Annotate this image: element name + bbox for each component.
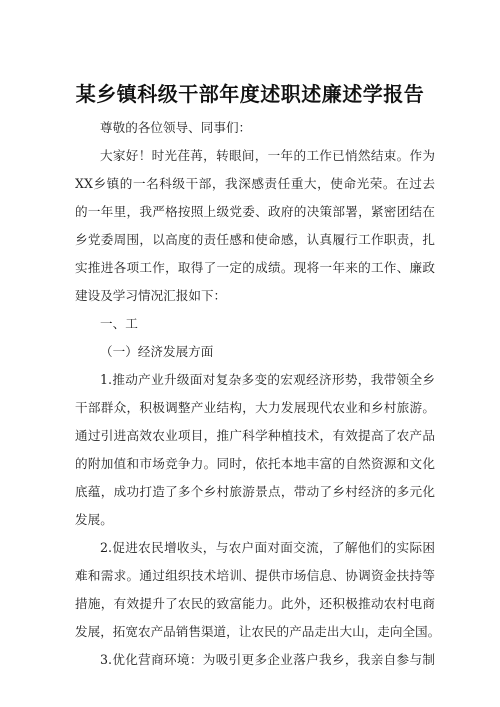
paragraph-line: 通过引进高效农业项目，推广科学种植技术，有效提高了农产品 — [75, 428, 435, 443]
paragraph-line: XX乡镇的一名科级干部，我深感责任重大，使命光荣。在过去 — [75, 176, 435, 191]
document-body — [75, 114, 441, 674]
paragraph-line: 底蕴，成功打造了多个乡村旅游景点，带动了乡村经济的多元化 — [75, 484, 435, 499]
paragraph-line: 干部群众，积极调整产业结构，大力发展现代农业和乡村旅游。 — [75, 400, 435, 415]
paragraph-line: 措施，有效提升了农民的致富能力。此外，还积极推动农村电商 — [75, 596, 435, 611]
paragraph-line: 3.优化营商环境：为吸引更多企业落户我乡，我亲自参与制 — [100, 652, 435, 667]
subsection-heading: （一）经济发展方面 — [100, 344, 214, 359]
paragraph-line: 2.促进农民增收头，与农户面对面交流，了解他们的实际困 — [100, 540, 435, 555]
paragraph-line: 的附加值和市场竞争力。同时，依托本地丰富的自然资源和文化 — [75, 456, 435, 471]
paragraph-line: 发展，拓宽农产品销售渠道，让农民的产品走出大山，走向全国。 — [75, 624, 441, 639]
paragraph-line: 大家好！时光荏苒，转眼间，一年的工作已悄然结束。作为 — [100, 148, 435, 163]
paragraph-line: 1.推动产业升级面对复杂多变的宏观经济形势，我带领全乡 — [100, 372, 435, 387]
paragraph-line: 建设及学习情况汇报如下： — [75, 288, 227, 303]
paragraph-line: 实推进各项工作，取得了一定的成绩。现将一年来的工作、廉政 — [75, 260, 435, 275]
paragraph-line: 的一年里，我严格按照上级党委、政府的决策部署，紧密团结在 — [75, 204, 435, 219]
section-heading: 一、工 — [100, 316, 138, 331]
salutation-line: 尊敬的各位领导、同事们： — [100, 120, 252, 135]
paragraph-line: 发展。 — [75, 512, 113, 527]
document-title: 某乡镇科级干部年度述职述廉述学报告 — [75, 82, 425, 106]
paragraph-line: 难和需求。通过组织技术培训、提供市场信息、协调资金扶持等 — [75, 568, 435, 583]
paragraph-line: 乡党委周围，以高度的责任感和使命感，认真履行工作职责，扎 — [75, 232, 435, 247]
